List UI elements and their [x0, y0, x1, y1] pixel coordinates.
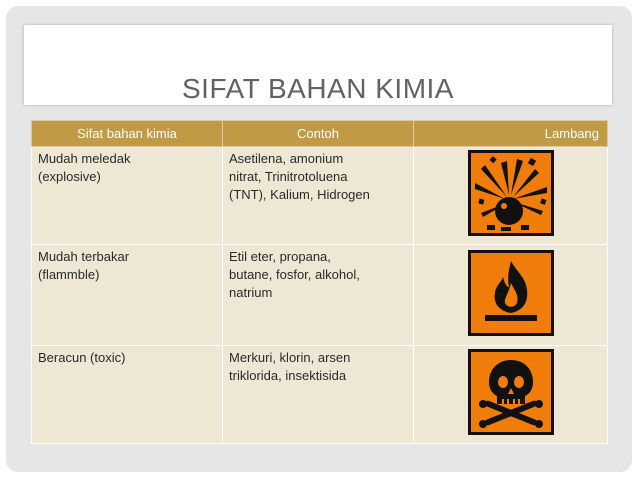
flame-icon [468, 250, 554, 336]
property-cell [32, 147, 223, 245]
property-line: (explosive) [38, 169, 101, 184]
header-contoh: Contoh [223, 121, 414, 147]
examples-line: Asetilena, amonium [229, 151, 344, 166]
property-line: Mudah terbakar [38, 249, 130, 264]
property-line: Mudah meledak [38, 151, 131, 166]
slide-title: SIFAT BAHAN KIMIA [182, 73, 454, 104]
examples-line: triklorida, insektisida [229, 368, 347, 383]
skull-crossbones-icon [468, 349, 554, 435]
examples-line: butane, fosfor, alkohol, [229, 267, 360, 282]
header-lambang: Lambang [414, 121, 608, 147]
examples-line: Etil eter, propana, [229, 249, 331, 264]
examples-line: Merkuri, klorin, arsen [229, 350, 351, 365]
examples-line: (TNT), Kalium, Hidrogen [229, 187, 370, 202]
symbol-cell [414, 245, 608, 346]
examples-line: nitrat, Trinitrotoluena [229, 169, 348, 184]
table-row [32, 245, 608, 346]
examples-cell [223, 346, 414, 444]
examples-cell [223, 245, 414, 346]
title-box [24, 25, 612, 105]
header-sifat: Sifat bahan kimia [32, 121, 223, 147]
examples-cell [223, 147, 414, 245]
hazard-table [31, 120, 608, 444]
property-cell [32, 245, 223, 346]
examples-line: natrium [229, 285, 273, 300]
property-line: Beracun (toxic) [38, 350, 126, 365]
table-header-row [32, 121, 608, 147]
symbol-cell [414, 346, 608, 444]
property-cell [32, 346, 223, 444]
explosive-icon [468, 150, 554, 236]
table-row [32, 346, 608, 444]
property-line: (flammble) [38, 267, 100, 282]
symbol-cell [414, 147, 608, 245]
table-row [32, 147, 608, 245]
